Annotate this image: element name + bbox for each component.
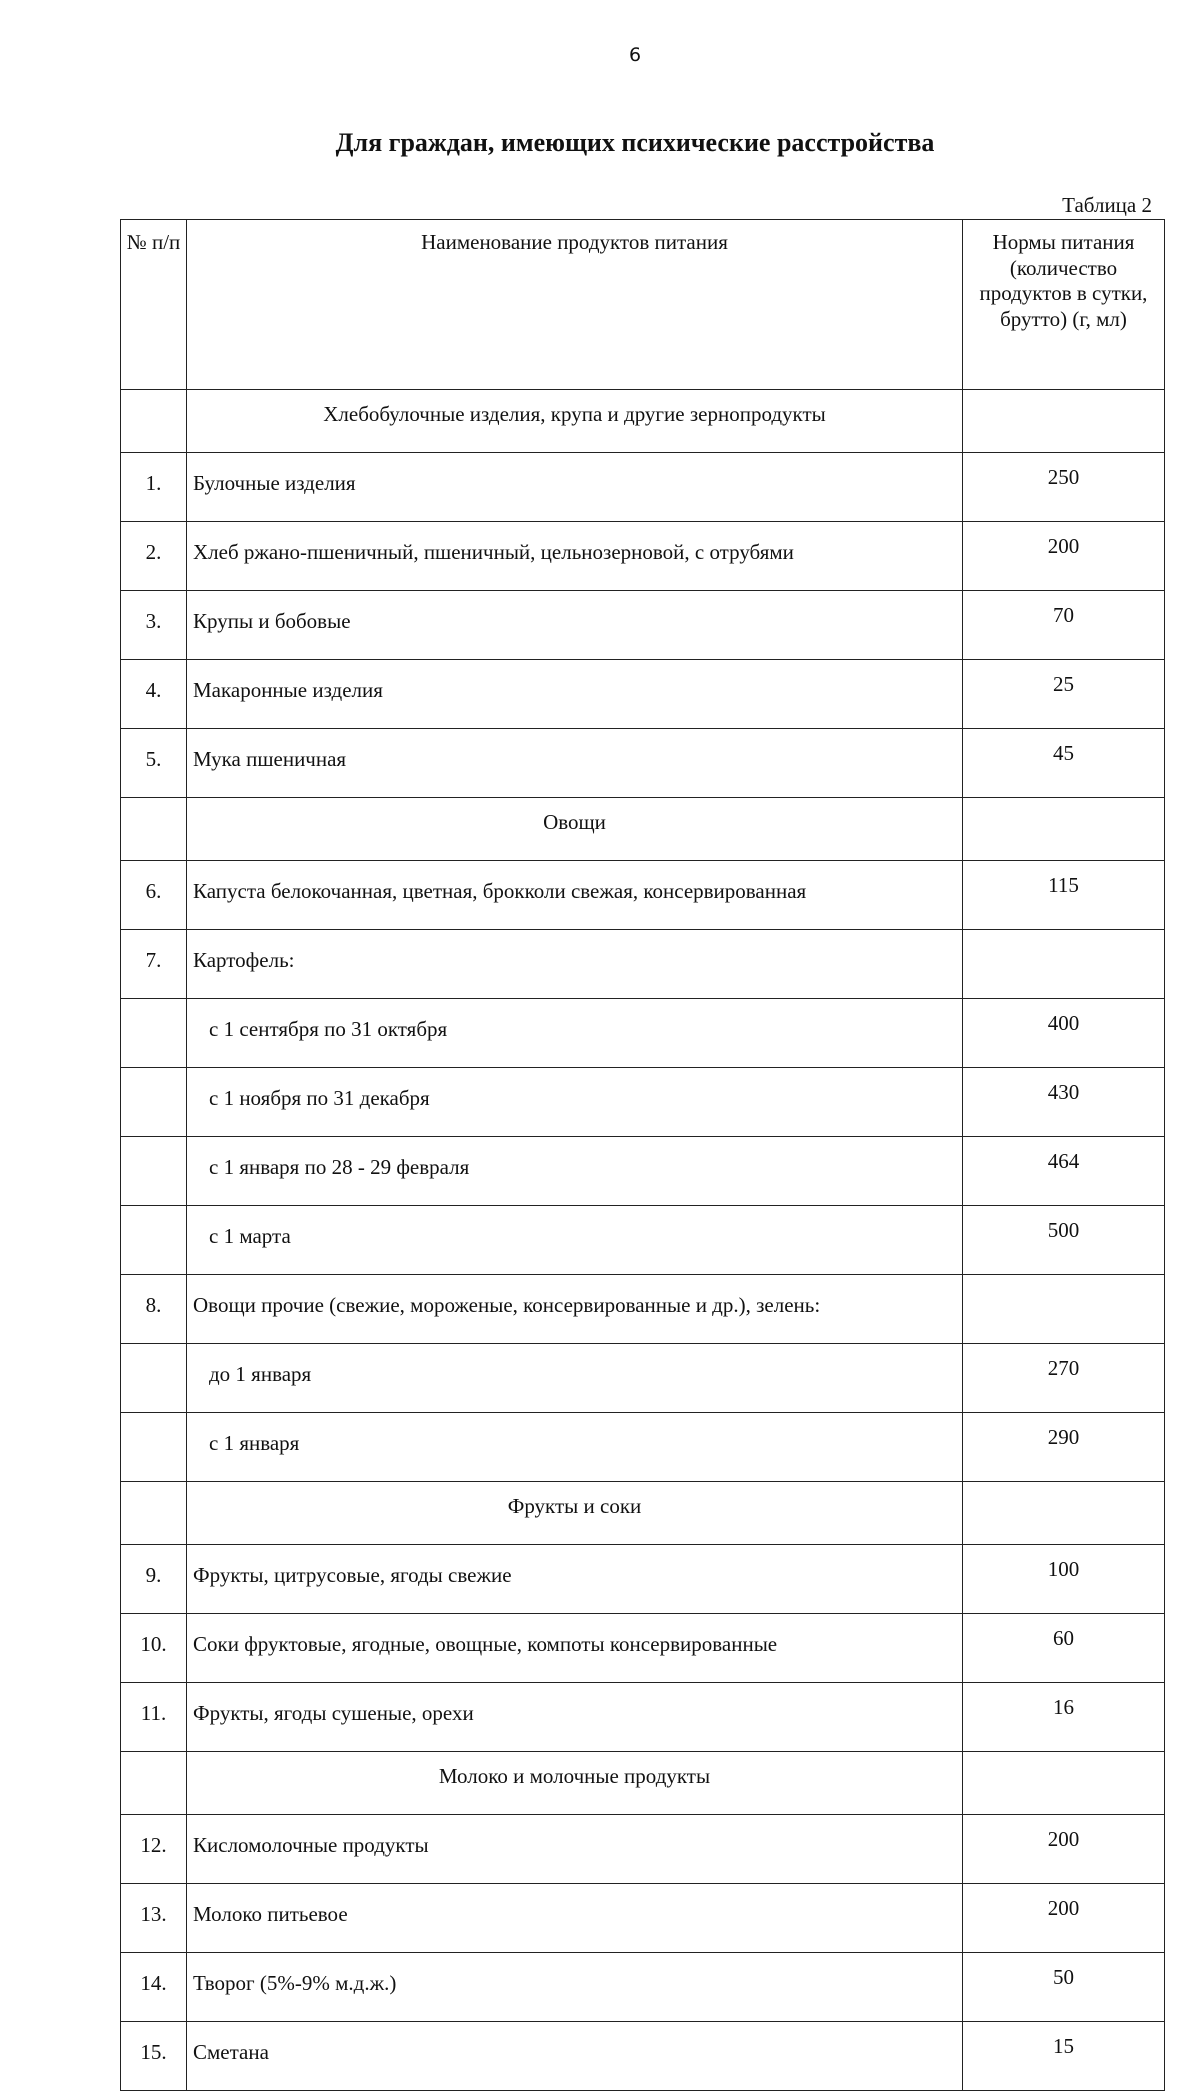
product-name: Хлеб ржано-пшеничный, пшеничный, цельнозерновой, с отрубями [187,522,963,591]
row-number: 6. [121,861,187,930]
row-number [121,1482,187,1545]
product-name: Мука пшеничная [187,729,963,798]
section-row [121,390,1165,453]
row-number: 1. [121,453,187,522]
header-product-name: Наименование продуктов питания [187,220,963,390]
product-name: Фрукты, ягоды сушеные, орехи [187,1683,963,1752]
product-name: Творог (5%-9% м.д.ж.) [187,1953,963,2022]
section-title: Фрукты и соки [187,1482,963,1545]
norm-value: 60 [963,1614,1165,1683]
norm-value [963,798,1165,861]
table-row [121,930,1165,999]
table-row [121,1413,1165,1482]
table-row [121,660,1165,729]
row-number [121,1344,187,1413]
norm-value: 290 [963,1413,1165,1482]
norm-value: 15 [963,2022,1165,2091]
norm-value: 70 [963,591,1165,660]
product-name: Молоко питьевое [187,1884,963,1953]
header-norm: Нормы питания (количество продуктов в сутки, брутто) (г, мл) [963,220,1165,390]
table-row [121,999,1165,1068]
norm-value: 115 [963,861,1165,930]
row-number: 7. [121,930,187,999]
norm-value: 200 [963,1815,1165,1884]
document-title: Для граждан, имеющих психические расстройства [335,128,935,157]
product-name: до 1 января [187,1344,963,1413]
row-number: 2. [121,522,187,591]
row-number: 10. [121,1614,187,1683]
product-name: с 1 января [187,1413,963,1482]
norm-value: 16 [963,1683,1165,1752]
product-name: Сметана [187,2022,963,2091]
row-number: 3. [121,591,187,660]
row-number: 13. [121,1884,187,1953]
row-number [121,1413,187,1482]
product-name: Булочные изделия [187,453,963,522]
norm-value [963,1482,1165,1545]
norm-value [963,1752,1165,1815]
row-number: 11. [121,1683,187,1752]
product-name: с 1 сентября по 31 октября [187,999,963,1068]
table-row [121,1068,1165,1137]
product-name: Крупы и бобовые [187,591,963,660]
row-number: 5. [121,729,187,798]
section-title: Овощи [187,798,963,861]
norm-value: 464 [963,1137,1165,1206]
row-number: 12. [121,1815,187,1884]
row-number [121,1068,187,1137]
row-number: 4. [121,660,187,729]
table-row [121,1614,1165,1683]
product-name: Картофель: [187,930,963,999]
norm-value: 270 [963,1344,1165,1413]
product-name: Макаронные изделия [187,660,963,729]
norm-value: 250 [963,453,1165,522]
norm-value: 45 [963,729,1165,798]
norm-value [963,1275,1165,1344]
table-row [121,1137,1165,1206]
row-number [121,1752,187,1815]
table-row [121,1545,1165,1614]
norm-value: 100 [963,1545,1165,1614]
table-row [121,1683,1165,1752]
row-number [121,1137,187,1206]
table-body [121,220,1165,2091]
table-row [121,1275,1165,1344]
product-name: Овощи прочие (свежие, мороженые, консервированные и др.), зелень: [187,1275,963,1344]
product-name: с 1 ноября по 31 декабря [187,1068,963,1137]
norm-value: 400 [963,999,1165,1068]
norm-value: 200 [963,522,1165,591]
table-row [121,453,1165,522]
product-name: Фрукты, цитрусовые, ягоды свежие [187,1545,963,1614]
norm-value: 25 [963,660,1165,729]
table-header-row [121,220,1165,390]
table-row [121,861,1165,930]
table-label: Таблица 2 [1062,193,1152,217]
product-name: Кисломолочные продукты [187,1815,963,1884]
row-number [121,999,187,1068]
section-title: Хлебобулочные изделия, крупа и другие зернопродукты [187,390,963,453]
section-title: Молоко и молочные продукты [187,1752,963,1815]
row-number: 14. [121,1953,187,2022]
product-name: Капуста белокочанная, цветная, брокколи свежая, консервированная [187,861,963,930]
header-number: № п/п [121,220,187,390]
table-row [121,1206,1165,1275]
table-row [121,1344,1165,1413]
section-row [121,1752,1165,1815]
row-number: 8. [121,1275,187,1344]
table-row [121,591,1165,660]
row-number [121,798,187,861]
norm-value: 200 [963,1884,1165,1953]
row-number [121,1206,187,1275]
norm-value: 50 [963,1953,1165,2022]
table-row [121,1953,1165,2022]
norm-value [963,390,1165,453]
table-row [121,522,1165,591]
norm-value [963,930,1165,999]
food-norms-table [120,219,1165,2091]
product-name: с 1 марта [187,1206,963,1275]
table-row [121,729,1165,798]
row-number: 15. [121,2022,187,2091]
table-row [121,2022,1165,2091]
row-number: 9. [121,1545,187,1614]
table-row [121,1884,1165,1953]
product-name: с 1 января по 28 - 29 февраля [187,1137,963,1206]
section-row [121,798,1165,861]
section-row [121,1482,1165,1545]
row-number [121,390,187,453]
norm-value: 430 [963,1068,1165,1137]
norm-value: 500 [963,1206,1165,1275]
product-name: Соки фруктовые, ягодные, овощные, компоты консервированные [187,1614,963,1683]
table-row [121,1815,1165,1884]
page-number: 6 [628,44,642,66]
